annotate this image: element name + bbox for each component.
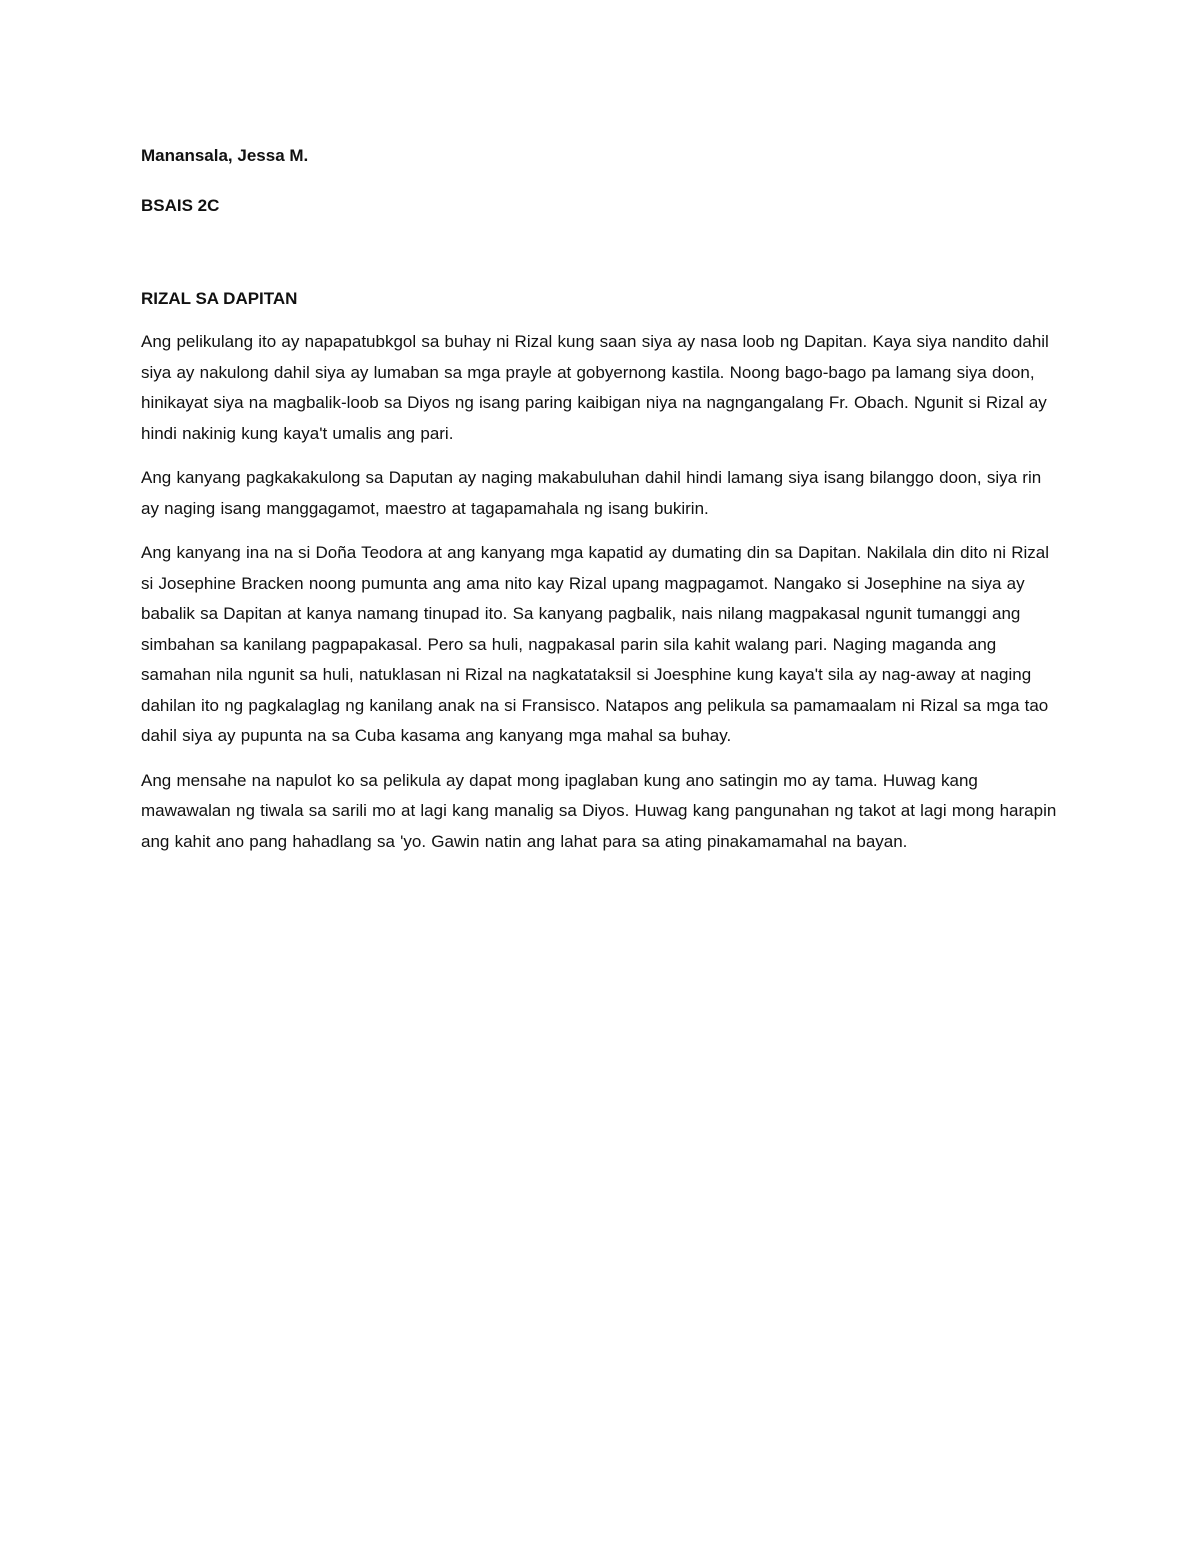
course-section: BSAIS 2C (141, 196, 220, 215)
document-body (141, 145, 1061, 857)
paragraph-2: Ang kanyang pagkakakulong sa Daputan ay naging makabuluhan dahil hindi lamang siya isang bilanggo doon, siya rin ay naging isang manggagamot, maestro at tagapamahala ng isang bukirin. (141, 468, 1042, 518)
paragraph-3: Ang kanyang ina na si Doña Teodora at ang kanyang mga kapatid ay dumating din sa Dapitan. Nakilala din dito ni Rizal si Josephine Bracken noong pumunta ang ama nito kay Rizal upang magpagamot. Nangako si Josephine na siya ay babalik sa Dapitan at kanya namang tinupad ito. Sa kanyang pagbalik, nais nilang magpakasal ngunit tumanggi ang simbahan sa kanilang pagpapakasal. Pero sa huli, nagpakasal parin sila kahit walang pari. Naging maganda ang samahan nila ngunit sa huli, natuklasan ni Rizal na nagkatataksil si Joesphine kung kaya't sila ay nag-away at naging dahilan ito ng pagkalaglag ng kanilang anak na si Fransisco. Natapos ang pelikula sa pamamaalam ni Rizal sa mga tao dahil siya ay pupunta na sa Cuba kasama ang kanyang mga mahal sa buhay. (141, 543, 1049, 745)
document-title: RIZAL SA DAPITAN (141, 289, 298, 308)
paragraph-4: Ang mensahe na napulot ko sa pelikula ay dapat mong ipaglaban kung ano satingin mo ay tama. Huwag kang mawawalan ng tiwala sa sarili mo at lagi kang manalig sa Diyos. Huwag kang pangunahan ng takot at lagi mong harapin ang kahit ano pang hahadlang sa 'yo. Gawin natin ang lahat para sa ating pinakamamahal na bayan. (141, 770, 1057, 851)
author-name: Manansala, Jessa M. (141, 146, 309, 165)
paragraph-1: Ang pelikulang ito ay napapatubkgol sa buhay ni Rizal kung saan siya ay nasa loob ng Dapitan. Kaya siya nandito dahil siya ay nakulong dahil siya ay lumaban sa mga prayle at gobyernong kastila. Noong bago-bago pa lamang siya doon, hinikayat siya na magbalik-loob sa Diyos ng isang paring kaibigan niya na nagngangalang Fr. Obach. Ngunit si Rizal ay hindi nakinig kung kaya't umalis ang pari. (141, 332, 1049, 443)
